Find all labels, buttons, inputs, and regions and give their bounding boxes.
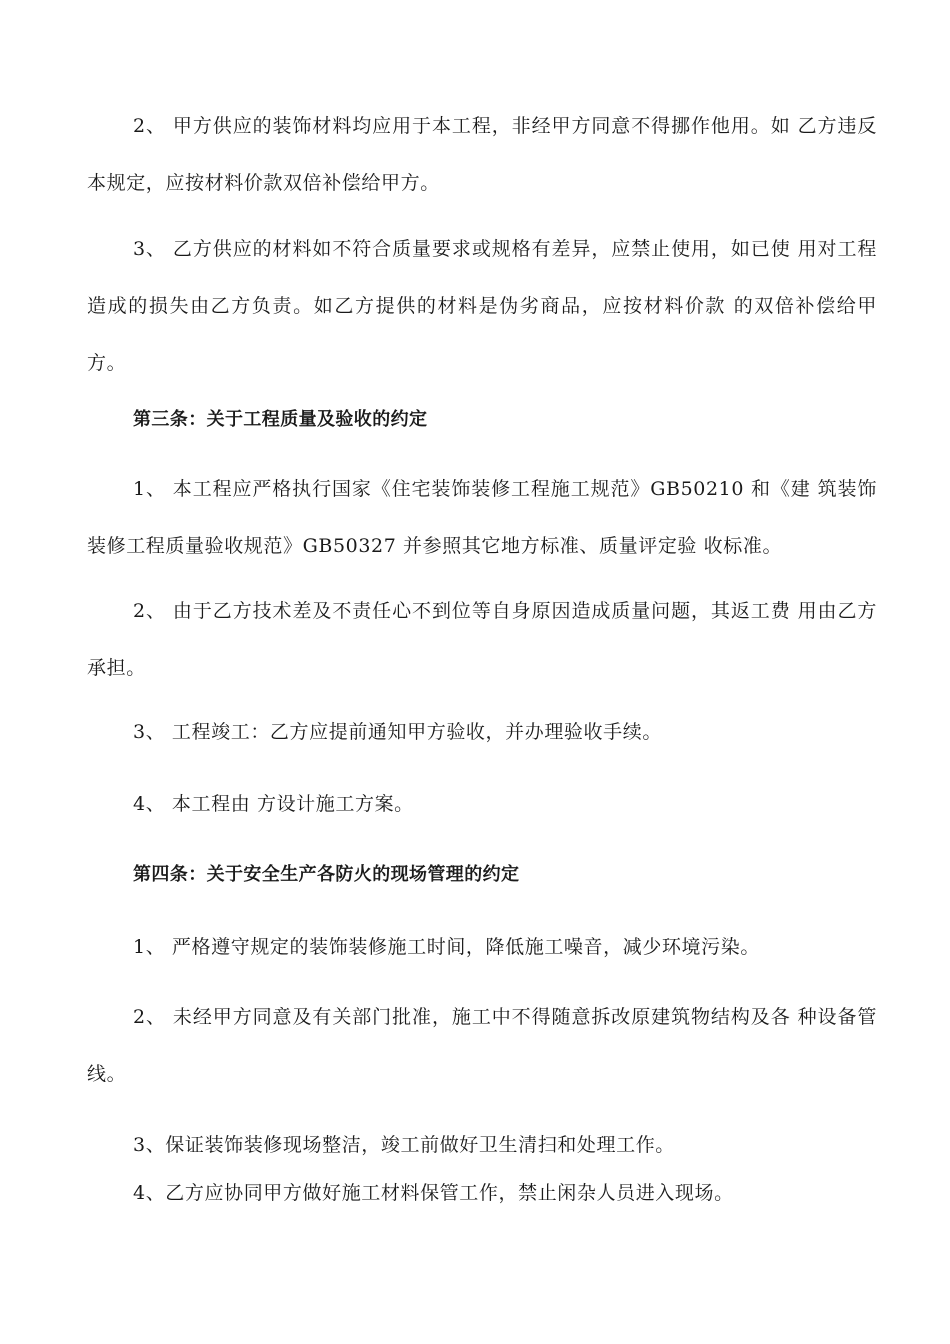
section-heading-quality: 第三条：关于工程质量及验收的约定 (133, 409, 428, 430)
paragraph-structure: 2、 未经甲方同意及有关部门批准，施工中不得随意拆改原建筑物结构及各 种设备管线。 (87, 1006, 877, 1085)
paragraph-material-use: 2、 甲方供应的装饰材料均应用于本工程，非经甲方同意不得挪作他用。如 乙方违反本规定，应按材料价款双倍补偿给甲方。 (87, 115, 877, 194)
paragraph-storage: 4、乙方应协同甲方做好施工材料保管工作，禁止闲杂人员进入现场。 (133, 1182, 734, 1204)
paragraph-completion: 3、 工程竣工：乙方应提前通知甲方验收，并办理验收手续。 (133, 721, 662, 743)
section-heading-safety: 第四条：关于安全生产各防火的现场管理的约定 (133, 864, 520, 885)
paragraph-material-quality: 3、 乙方供应的材料如不符合质量要求或规格有差异，应禁止使用，如已使 用对工程造成的损失由乙方负责。如乙方提供的材料是伪劣商品，应按材料价款 的双倍补偿给甲方。 (87, 238, 877, 374)
paragraph-standards: 1、 本工程应严格执行国家《住宅装饰装修工程施工规范》GB50210 和《建 筑装饰装修工程质量验收规范》GB50327 并参照其它地方标准、质量评定验 收标准。 (87, 478, 877, 557)
paragraph-design: 4、 本工程由 方设计施工方案。 (133, 793, 414, 815)
paragraph-cleanliness: 3、保证装饰装修现场整洁，竣工前做好卫生清扫和处理工作。 (133, 1134, 675, 1156)
paragraph-work-hours: 1、 严格遵守规定的装饰装修施工时间，降低施工噪音，减少环境污染。 (133, 936, 760, 958)
paragraph-rework-cost: 2、 由于乙方技术差及不责任心不到位等自身原因造成质量问题，其返工费 用由乙方承担。 (87, 600, 877, 679)
